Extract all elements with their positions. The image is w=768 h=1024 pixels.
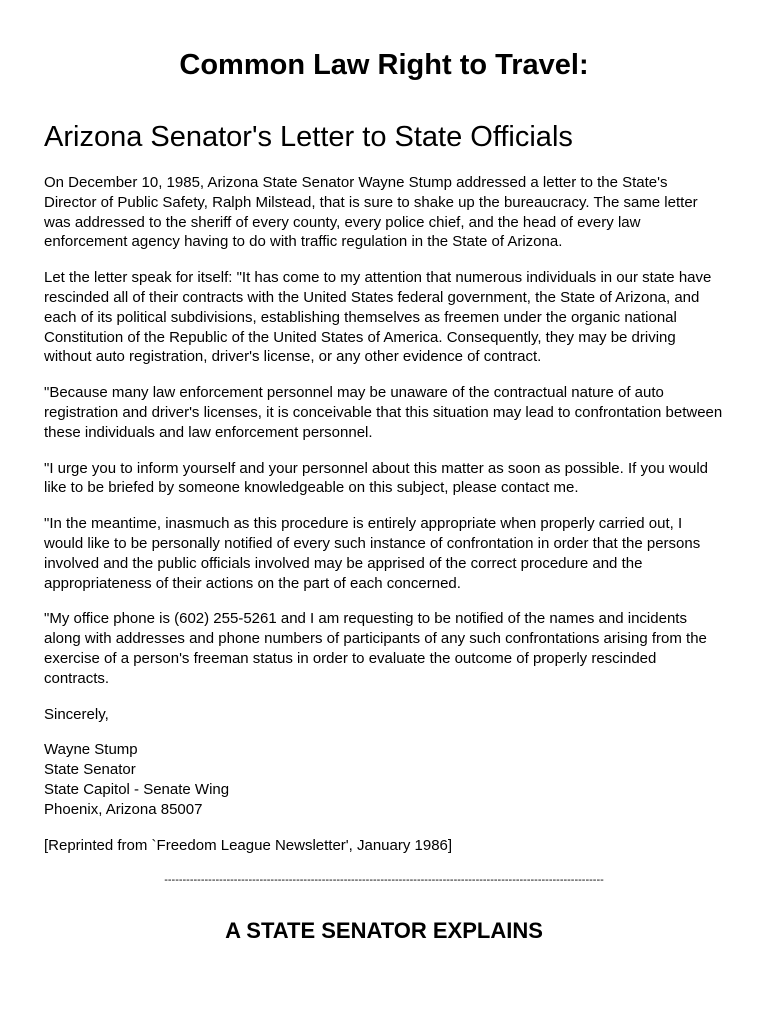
signature-address-line2: Phoenix, Arizona 85007	[44, 800, 203, 818]
document-subtitle: Arizona Senator's Letter to State Officials	[44, 121, 573, 153]
paragraph-phone: "My office phone is (602) 255-5261 and I am requesting to be notified of the names and incidents along with addresses and phone numbers of participants of any such confrontations arising from the exercise of a person's freeman status in order to evaluate the outcome of properly rescinded contracts.	[44, 610, 707, 687]
paragraph-meantime: "In the meantime, inasmuch as this procedure is entirely appropriate when properly carried out, I would like to be personally notified of every such instance of confrontation in order that the persons involved and the public officials involved may be apprised of the correct procedure and the appropriateness of their actions on the part of each concerned.	[44, 515, 701, 592]
closing: Sincerely,	[44, 705, 109, 723]
document-title: Common Law Right to Travel:	[179, 49, 589, 81]
section-title: A STATE SENATOR EXPLAINS	[225, 918, 543, 944]
paragraph-confrontation: "Because many law enforcement personnel may be unaware of the contractual nature of auto registration and driver's licenses, it is conceivable that this situation may lead to confrontation between these individuals and law enforcement personnel.	[44, 384, 723, 441]
signature-position: State Senator	[44, 761, 136, 779]
paragraph-letter-opening: Let the letter speak for itself: "It has come to my attention that numerous individuals in our state have rescinded all of their contracts with the United States federal government, the State of Arizona, and each of its political subdivisions, establishing themselves as freemen under the organic national Constitution of the Republic of the United States of America. Consequently, they may be driving without auto registration, driver's license, or any other evidence of contract.	[44, 269, 712, 366]
paragraph-intro: On December 10, 1985, Arizona State Senator Wayne Stump addressed a letter to the State's Director of Public Safety, Ralph Milstead, that is sure to shake up the bureaucracy. The same letter was addressed to the sheriff of every county, every police chief, and the head of every law enforcement agency having to do with traffic regulation in the State of Arizona.	[44, 174, 698, 251]
signature-name: Wayne Stump	[44, 741, 138, 759]
paragraph-urge: "I urge you to inform yourself and your personnel about this matter as soon as possible. If you would like to be briefed by someone knowledgeable on this subject, please contact me.	[44, 459, 709, 497]
reprint-note: [Reprinted from `Freedom League Newsletter', January 1986]	[44, 836, 453, 854]
signature-address-line1: State Capitol - Senate Wing	[44, 780, 230, 798]
section-divider: ------------------------------------------------------------------------------------------------------------------------	[164, 874, 604, 887]
signature-block	[44, 740, 724, 819]
